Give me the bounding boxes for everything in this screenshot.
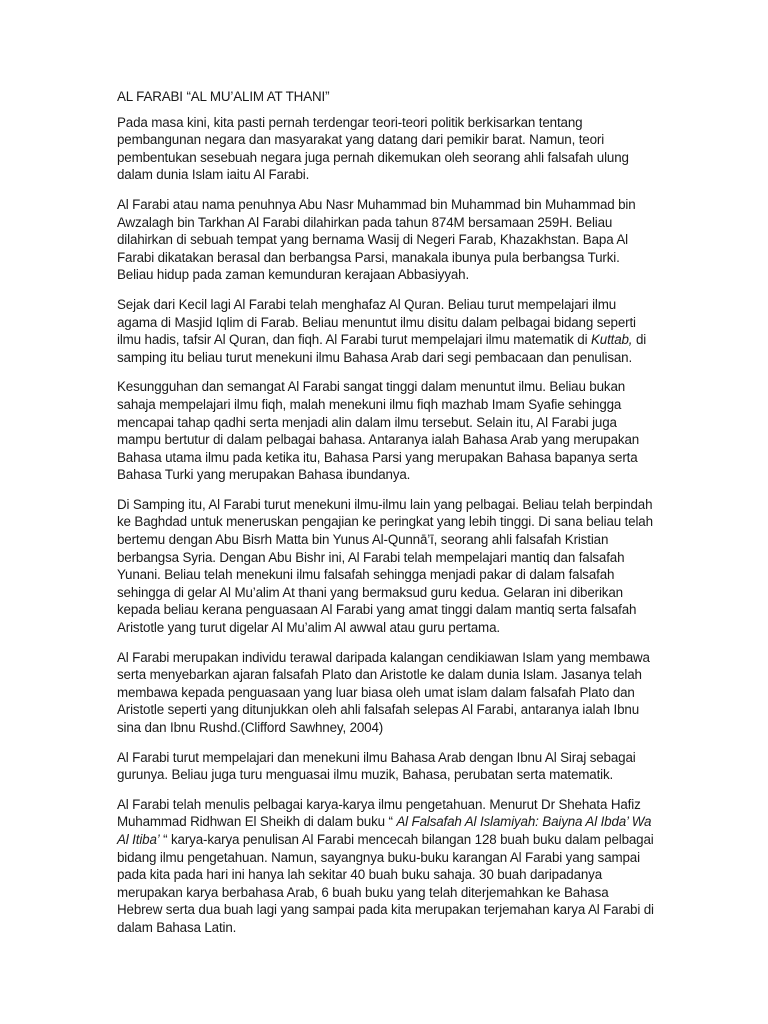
paragraph-biography: Al Farabi atau nama penuhnya Abu Nasr Muhammad bin Muhammad bin Muhammad bin Awzalagh bin Tarkhan Al Farabi dilahirkan pada tahun 874M bersamaan 259H. Beliau dilahirkan di sebuah tempat yang bernama Wasij di Negeri Farab, Khazakhstan. Bapa Al Farabi dikatakan berasal dan berbangsa Parsi, manakala ibunya pula berbangsa Turki. Beliau hidup pada zaman kemunduran kerajaan Abbasiyyah.: [117, 196, 636, 283]
italic-term-kuttab: Kuttab,: [590, 332, 633, 348]
paragraph-text: Al Farabi telah menulis pelbagai karya-karya ilmu pengetahuan. Menurut Dr Shehata Hafiz Muhammad Ridhwan El Sheikh di dalam buku “: [117, 796, 641, 830]
paragraph-text: Sejak dari Kecil lagi Al Farabi telah menghafaz Al Quran. Beliau turut mempelajari ilmu agama di Masjid Iqlim di Farab. Beliau menuntut ilmu disitu dalam pelbagai bidang seperti ilmu hadis, tafsir Al Quran, dan fiqh. Al Farabi turut mempelajari ilmu matematik di: [117, 296, 636, 348]
paragraph-works: [117, 796, 657, 937]
paragraph-arabic-studies: Al Farabi turut mempelajari dan menekuni ilmu Bahasa Arab dengan Ibnu Al Siraj sebagai gurunya. Beliau juga turu menguasai ilmu muzik, Bahasa, perubatan serta matematik.: [117, 749, 636, 783]
paragraph-text: “ karya-karya penulisan Al Farabi mencecah bilangan 128 buah buku dalam pelbagai bidang ilmu pengetahuan. Namun, sayangnya buku-buku karangan Al Farabi yang sampai pada kita pada hari ini hanya lah sekitar 40 buah buku sahaja. 30 buah daripadanya merupakan karya berbahasa Arab, 6 buah buku yang telah diterjemahkan ke Bahasa Hebrew serta dua buah lagi yang sampai pada kita merupakan terjemahan karya Al Farabi di dalam Bahasa Latin.: [117, 831, 654, 935]
document-title: AL FARABI “AL MU’ALIM AT THANI”: [117, 89, 330, 104]
paragraph-baghdad: Di Samping itu, Al Farabi turut menekuni ilmu-ilmu lain yang pelbagai. Beliau telah berpindah ke Baghdad untuk meneruskan pengajian ke peringkat yang lebih tinggi. Di sana beliau telah bertemu dengan Abu Bisrh Matta bin Yunus Al-Qunnā’ī, seorang ahli falsafah Kristian berbangsa Syria. Dengan Abu Bishr ini, Al Farabi telah mempelajari mantiq dan falsafah Yunani. Beliau telah menekuni ilmu falsafah sehingga menjadi pakar di dalam falsafah sehingga di gelar Al Mu’alim At thani yang bermaksud guru kedua. Gelaran ini diberikan kepada beliau kerana penguasaan Al Farabi yang amat tinggi dalam mantiq serta falsafah Aristotle yang turut digelar Al Mu’alim Al awwal atau guru pertama.: [117, 496, 653, 636]
paragraph-introduction: Pada masa kini, kita pasti pernah terdengar teori-teori politik berkisarkan tentang pembangunan negara dan masyarakat yang datang dari pemikir barat. Namun, teori pembentukan sesebuah negara juga pernah dikemukan oleh seorang ahli falsafah ulung dalam dunia Islam iaitu Al Farabi.: [117, 114, 629, 183]
document-body: [117, 88, 657, 949]
paragraph-early-education: [117, 296, 657, 366]
paragraph-contribution: Al Farabi merupakan individu terawal daripada kalangan cendikiawan Islam yang membawa serta menyebarkan ajaran falsafah Plato dan Aristotle ke dalam dunia Islam. Jasanya telah membawa kepada penguasaan yang luar biasa oleh umat islam dalam falsafah Plato dan Aristotle seperti yang ditunjukkan oleh ahli falsafah selepas Al Farabi, antaranya ialah Ibnu sina dan Ibnu Rushd.(Clifford Sawhney, 2004): [117, 649, 650, 735]
paragraph-text: di samping itu beliau turut menekuni ilmu Bahasa Arab dari segi pembacaan dan penulisan.: [117, 332, 647, 365]
paragraph-dedication: Kesungguhan dan semangat Al Farabi sangat tinggi dalam menuntut ilmu. Beliau bukan sahaja mempelajari ilmu fiqh, malah menekuni ilmu fiqh mazhab Imam Syafie sehingga mencapai tahap qadhi serta menjadi alin dalam ilmu tersebut. Selain itu, Al Farabi juga mampu bertutur di dalam pelbagai bahasa. Antaranya ialah Bahasa Arab yang merupakan Bahasa utama ilmu pada ketika itu, Bahasa Parsi yang merupakan Bahasa bapanya serta Bahasa Turki yang merupakan Bahasa ibundanya.: [117, 379, 640, 483]
italic-book-title: Al Falsafah Al Islamiyah: Baiyna Al Ibda’ Wa Al Itiba’: [117, 814, 652, 847]
